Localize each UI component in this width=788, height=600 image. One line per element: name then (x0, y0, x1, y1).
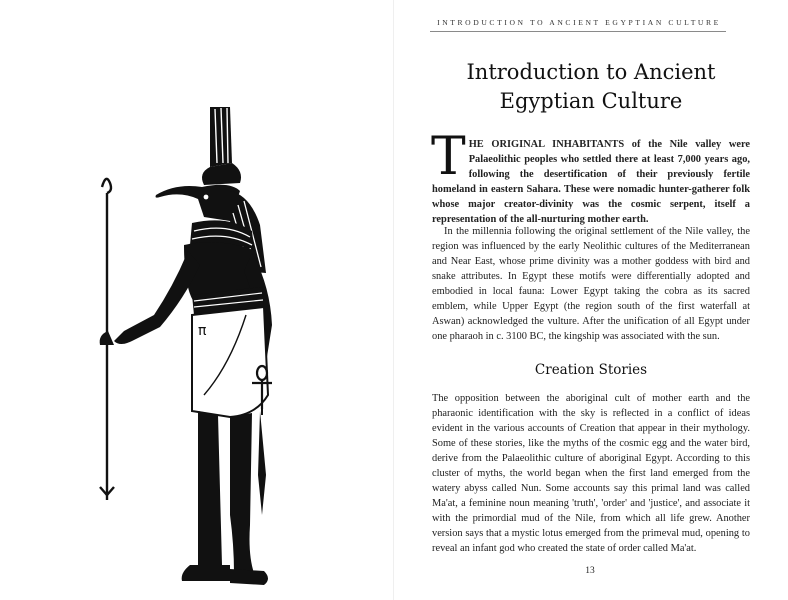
page-number: 13 (585, 566, 595, 576)
legs (198, 411, 254, 573)
deity-head (156, 185, 241, 221)
section-title: Creation Stories (534, 362, 648, 378)
running-head: INTRODUCTION TO ANCIENT EGYPTIAN CULTURE (437, 18, 721, 27)
left-arm (114, 251, 200, 344)
plumed-crown (202, 107, 241, 185)
body-paragraph-3: The opposition between the aboriginal cult of mother earth and the pharaonic identification with the sky is reflected in a conflict of ideas evident in the various accounts of Creation that appear in their mythology. Some of these stories, like the myths of the cosmic egg and the water bird, derive from the Palaeolithic culture of aboriginal Egypt. According to this cluster of myths, the world began when the first land emerged from the watery abyss called Nun. Some accounts say this primal land was called Ma'at, a feminine noun meaning 'truth', 'order' and 'justice', and associate it with the primordial mud of the Nile, from which all life grew. Another version says that a mystic lotus emerged from the primeval mud, opening to reveal an infant god who created the state of order called Ma'at. (432, 393, 750, 554)
chapter-title: Introduction to Ancient Egyptian Culture (466, 60, 716, 113)
intro-paragraph (431, 127, 750, 227)
body-paragraph-2: In the millennia following the original settlement of the Nile valley, the region was influenced by the early Neolithic cultures of the Mediterranean and Near East, whose prime divinity was a mother goddess with bird and snake attributes. In Egypt these motifs were differentially adopted and embodied in local fauna: Lower Egypt taking the cobra as its sacred emblem, while Upper Egypt (the region south of the first waterfall at Aswan) acknowledged the vulture. After the unification of all Egypt under one pharaoh in c. 3100 BC, the kingship was associated with the sun. (432, 226, 750, 342)
page-gutter (393, 0, 394, 600)
feet (182, 565, 268, 585)
running-head-rule (430, 31, 726, 32)
tie-knot-glyph: π (198, 323, 207, 339)
spear (258, 411, 266, 515)
egyptian-deity-illustration (80, 95, 310, 595)
drop-cap: T (431, 127, 466, 187)
intro-lead-text: HE ORIGINAL INHABITANTS of the Nile valley were Palaeolithic peoples who settled there at least 7,000 years ago, following the desertification of their previously fertile homeland in eastern Sahara. These were nomadic hunter-gatherer folk whose major creator-divinity was the cosmic serpent, itself a representation of the all-nurturing mother earth. (432, 139, 750, 225)
